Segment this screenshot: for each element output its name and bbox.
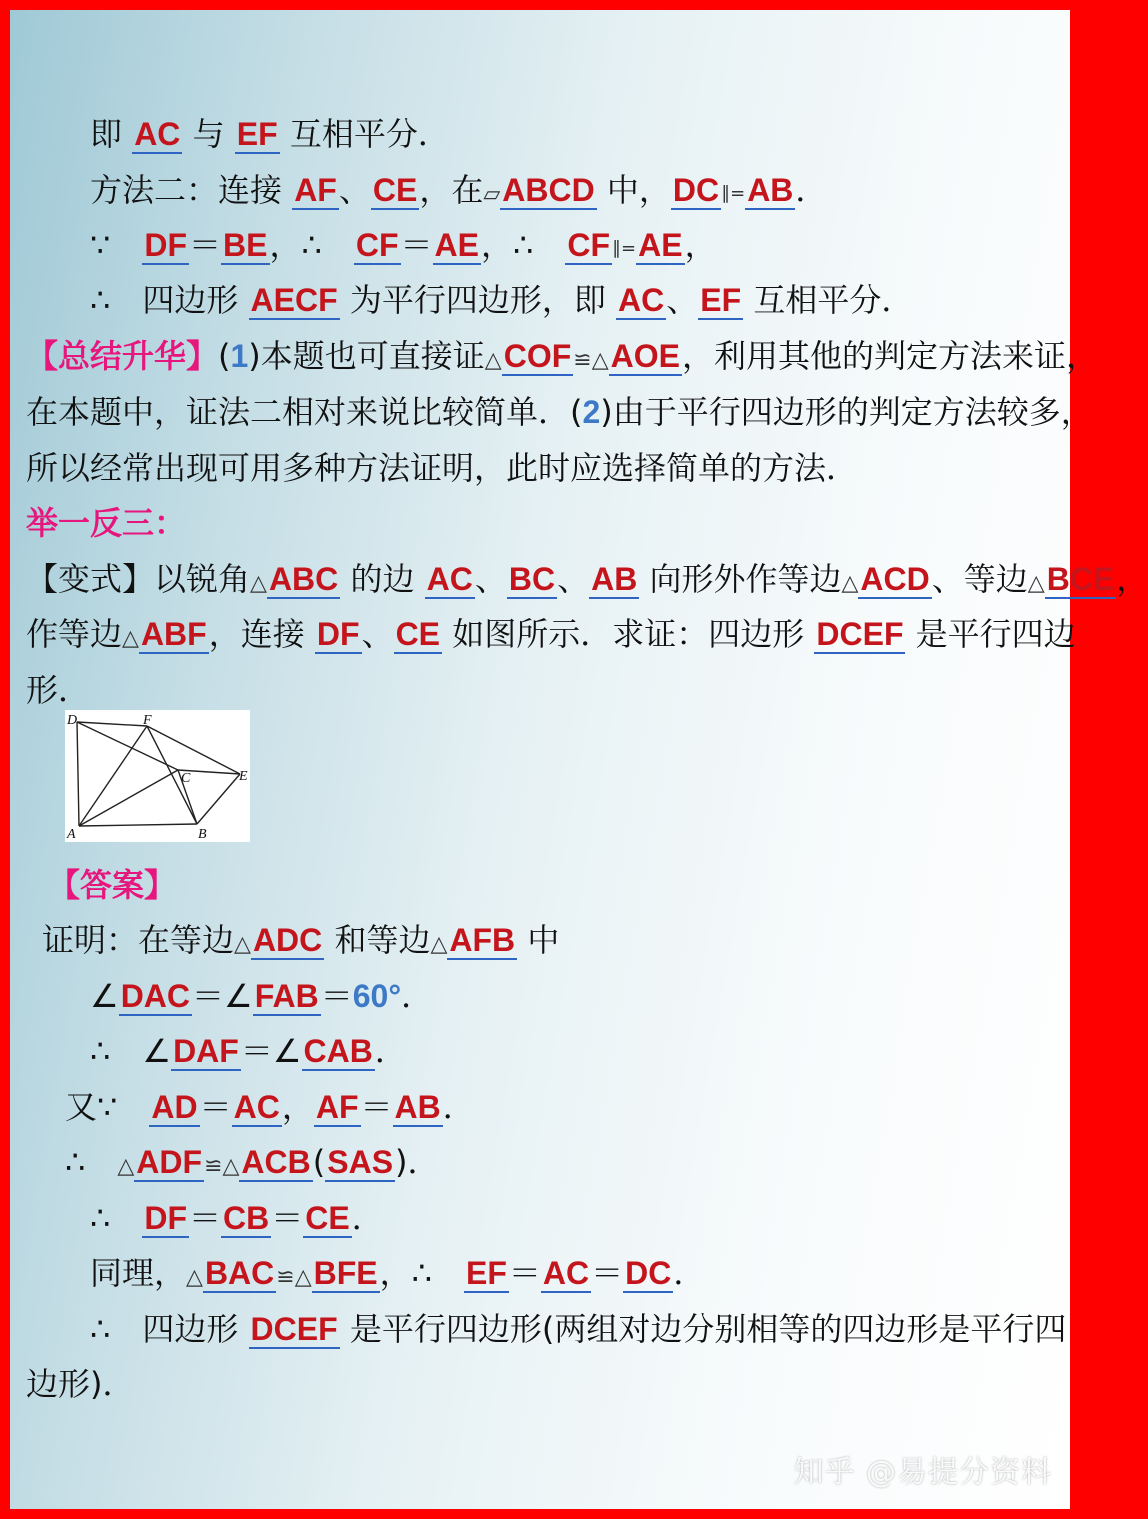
text: 向形外作等边 [639, 560, 842, 598]
keyword: EF [236, 116, 278, 152]
text: ＝ [360, 1088, 393, 1126]
text: ， [281, 1088, 314, 1126]
keyword: AC [426, 561, 473, 597]
line-16 [65, 1081, 475, 1133]
text: ∴ [65, 1143, 118, 1181]
keyword: ADC [252, 922, 323, 958]
keyword: EF [466, 1255, 507, 1291]
text: 作等边 [26, 615, 123, 653]
keyword: CF [567, 227, 611, 263]
text: ． [795, 171, 828, 209]
document-page [10, 10, 1148, 1509]
line-9 [26, 553, 1148, 605]
text: ∴ 四边形 [90, 1310, 249, 1348]
line-18 [90, 1192, 384, 1244]
line-3 [90, 219, 717, 271]
line-12 [48, 859, 176, 911]
line-13 [42, 914, 559, 966]
segment-da [77, 722, 79, 826]
text: 、等边 [931, 560, 1028, 598]
keyword: AFB [449, 922, 516, 958]
label-b: B [198, 827, 207, 842]
text: 的边 [340, 560, 425, 598]
keyword: CB [223, 1200, 270, 1236]
keyword: AOE [610, 338, 680, 374]
keyword: DF [316, 616, 360, 652]
label-a: A [67, 827, 76, 842]
keyword: AF [294, 172, 337, 208]
text: )． [395, 1143, 440, 1181]
line-21 [26, 1358, 135, 1410]
triangle-symbol: △ [234, 932, 251, 957]
text: ∴ ∠ [90, 1032, 172, 1070]
line-15 [90, 1025, 407, 1077]
keyword: AB [591, 561, 638, 597]
text: 为平行四边形，即 [339, 281, 617, 319]
parallel-equal-symbol: ∥= [721, 183, 746, 204]
line-20 [90, 1303, 1066, 1355]
keyword: AC [618, 282, 665, 318]
line-2 [90, 164, 827, 216]
segment-fe [147, 726, 240, 774]
text: 即 [90, 115, 133, 153]
line-11 [26, 664, 90, 716]
text: ，在 [419, 171, 484, 209]
triangle-symbol: △ [841, 571, 859, 596]
keyword: CF [355, 227, 399, 263]
keyword: ABF [140, 616, 207, 652]
text: 互相平分． [279, 115, 450, 153]
text: ＝ [591, 1254, 624, 1292]
text: 【变式】以锐角 [26, 560, 251, 598]
keyword: AC [542, 1255, 590, 1291]
text: 互相平分． [743, 281, 914, 319]
answer-heading: 【答案】 [48, 866, 177, 904]
keyword: DC [672, 172, 720, 208]
text: 证明：在等边 [42, 921, 235, 959]
triangle-symbol: △ [484, 348, 502, 373]
watermark: 知乎 @易提分资料 [793, 1455, 1052, 1490]
summary-heading: 【总结升华】 [26, 337, 219, 375]
line-7 [26, 442, 858, 494]
text: ∴ [90, 1199, 143, 1237]
segment-ab [79, 824, 197, 826]
text: 、 [474, 560, 507, 598]
text: ，∴ [379, 1254, 464, 1292]
keyword: AE [638, 227, 683, 263]
text: ( [218, 337, 231, 375]
text: ＝ [508, 1254, 541, 1292]
triangle-symbol: △ [186, 1265, 203, 1290]
text: ，∴ [481, 226, 566, 264]
triangle-symbol: △ [122, 626, 139, 651]
keyword: CAB [303, 1033, 373, 1069]
segment-df [77, 722, 147, 726]
text: ＝ [320, 977, 353, 1015]
text: 是平行四边 [905, 615, 1076, 653]
keyword: ADF [136, 1144, 203, 1180]
line-1 [90, 108, 450, 160]
text: ＝ [199, 1088, 232, 1126]
text: ． [673, 1254, 706, 1292]
keyword: AC [134, 116, 181, 152]
keyword: ABCD [502, 172, 595, 208]
keyword: AECF [250, 282, 338, 318]
congruent-symbol: ≌△ [204, 1154, 240, 1179]
keyword: DCEF [250, 1311, 338, 1347]
text: 和等边 [324, 921, 431, 959]
text: 与 [182, 115, 235, 153]
text: ， [1116, 560, 1148, 598]
keyword: COF [503, 338, 572, 374]
text: 、 [361, 615, 394, 653]
text: 形． [26, 671, 91, 709]
label-d: D [67, 713, 78, 728]
text: 中， [596, 171, 671, 209]
text: ． [351, 1199, 384, 1237]
text: 、 [338, 171, 371, 209]
keyword: AF [315, 1089, 359, 1125]
line-8 [26, 497, 186, 549]
text: 又∵ [65, 1088, 150, 1126]
label-f: F [143, 713, 152, 728]
segment-dc [77, 722, 178, 770]
segment-af [79, 726, 147, 826]
keyword: FAB [254, 978, 319, 1014]
keyword: DAC [120, 978, 191, 1014]
keyword: DCEF [816, 616, 904, 652]
keyword: SAS [327, 1144, 394, 1180]
text: 中 [517, 921, 560, 959]
keyword: AB [394, 1089, 441, 1125]
text: ∴ 四边形 [90, 281, 249, 319]
segment-ac [79, 770, 178, 826]
text: 方法二：连接 [90, 171, 293, 209]
text: 同理， [90, 1254, 187, 1292]
keyword: BE [223, 227, 268, 263]
triangle-symbol: △ [1027, 571, 1045, 596]
keyword: CE [372, 172, 418, 208]
segment-be [197, 774, 240, 824]
text: 是平行四边形(两组对边分别相等的四边形是平行四 [339, 1310, 1067, 1348]
keyword: DC [625, 1255, 672, 1291]
congruent-symbol: ≌△ [573, 348, 609, 373]
line-5 [26, 330, 1098, 382]
geometry-figure [65, 710, 250, 842]
keyword: BCE [1046, 561, 1115, 597]
text: ，利用其他的判定方法来证， [681, 337, 1098, 375]
triangle-symbol: △ [430, 932, 448, 957]
text: ，∴ [269, 226, 354, 264]
text: )由于平行四边形的判定方法较多， [600, 393, 1093, 431]
text: ∵ [90, 226, 143, 264]
text: 所以经常出现可用多种方法证明，此时应选择简单的方法． [26, 449, 859, 487]
label-e: E [239, 769, 248, 784]
keyword: ACD [860, 561, 930, 597]
keyword: EF [700, 282, 742, 318]
line-6 [26, 386, 1093, 438]
text: ＝ [400, 226, 433, 264]
keyword: AD [151, 1089, 198, 1125]
keyword: BAC [204, 1255, 275, 1291]
line-4 [90, 274, 913, 326]
number: 2 [582, 394, 601, 430]
number: 60° [352, 978, 402, 1014]
line-10 [26, 608, 1076, 660]
keyword: BC [508, 561, 556, 597]
text: 边形)． [26, 1365, 135, 1403]
keyword: CE [305, 1200, 350, 1236]
text: ． [442, 1088, 475, 1126]
triangle-symbol: △ [250, 571, 267, 596]
keyword: AE [434, 227, 479, 263]
line-17 [65, 1136, 440, 1188]
text: 在本题中，证法二相对来说比较简单．( [26, 393, 583, 431]
text: )本题也可直接证 [248, 337, 485, 375]
label-c: C [181, 771, 191, 786]
line-14 [90, 970, 433, 1022]
keyword: BFE [313, 1255, 378, 1291]
parallel-equal-symbol: ∥= [612, 238, 637, 259]
keyword: DAF [173, 1033, 239, 1069]
text: ∠ [90, 977, 119, 1015]
parallelogram-symbol: ▱ [483, 182, 501, 207]
text: ＝ [189, 226, 222, 264]
triangle-symbol: △ [117, 1154, 135, 1179]
keyword: DF [144, 227, 188, 263]
line-19 [90, 1247, 705, 1299]
keyword: ABC [268, 561, 339, 597]
text: 如图所示．求证：四边形 [442, 615, 815, 653]
text: ＝∠ [240, 1032, 302, 1070]
keyword: DF [144, 1200, 188, 1236]
geometry-diagram [65, 710, 250, 842]
keyword: ACB [241, 1144, 311, 1180]
text: ． [401, 977, 434, 1015]
number: 1 [230, 338, 249, 374]
keyword: CE [395, 616, 441, 652]
text: ， [684, 226, 717, 264]
keyword: AC [233, 1089, 280, 1125]
practice-heading: 举一反三： [26, 504, 187, 542]
text: 、 [666, 281, 699, 319]
text: ，连接 [208, 615, 315, 653]
text: ＝∠ [192, 977, 253, 1015]
text: ． [374, 1032, 407, 1070]
keyword: AB [747, 172, 794, 208]
text: ( [312, 1143, 326, 1181]
text: ＝ [271, 1199, 304, 1237]
text: 、 [557, 560, 590, 598]
congruent-symbol: ≌△ [276, 1265, 312, 1290]
text: ＝ [189, 1199, 222, 1237]
